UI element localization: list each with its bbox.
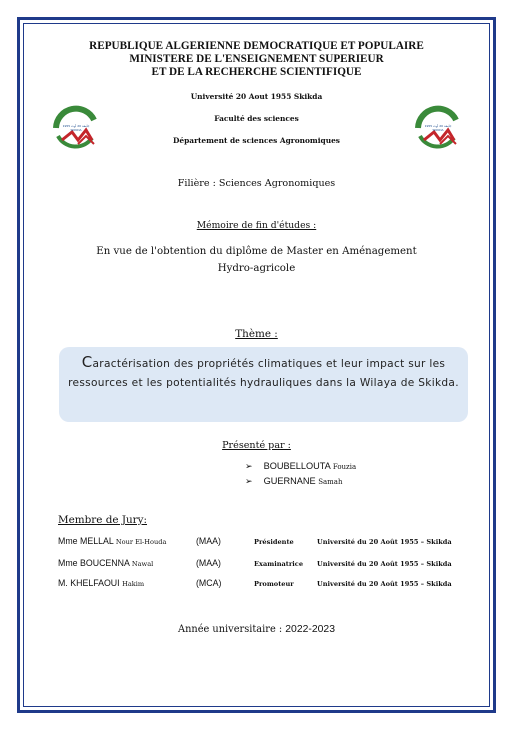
jury-given-name: Nour El-Houda <box>115 538 167 546</box>
jury-surname: MELLAL <box>80 536 114 546</box>
jury-role: Examinatrice <box>254 560 304 568</box>
jury-label: Membre de Jury: <box>58 514 148 526</box>
jury-row <box>58 558 478 570</box>
jury-row <box>58 536 478 548</box>
department-name: Département de sciences Agronomiques <box>173 136 340 145</box>
jury-university: Université du 20 Août 1955 – Skikda <box>317 560 452 568</box>
academic-year: 2022-2023 <box>285 624 335 635</box>
jury-role: Promoteur <box>254 580 294 588</box>
jury-row <box>58 578 478 590</box>
faculty-name: Faculté des sciences <box>214 114 299 123</box>
jury-given-name: Hakim <box>122 580 145 588</box>
jury-university: Université du 20 Août 1955 – Skikda <box>317 580 452 588</box>
presented-by-label: Présenté par : <box>222 440 291 451</box>
academic-year-label: Année universitaire : <box>178 624 283 635</box>
arrow-bullet-icon: ➢ <box>245 476 253 486</box>
theme-title: Caractérisation des propriétés climatiques et leur impact sur les ressources et les potentialités hydrauliques dans la Wilaya de Skikda. <box>59 347 468 422</box>
purpose-line-1: En vue de l'obtention du diplôme de Master en Aménagement <box>96 246 417 257</box>
author-surname: GUERNANE <box>263 476 316 486</box>
jury-title: Mme <box>58 558 78 568</box>
author-item <box>245 476 343 487</box>
author-surname: BOUBELLOUTA <box>263 461 331 471</box>
logo-caption-line-1: جامعة 20 أوت 1955 <box>424 124 452 128</box>
logo-caption-line-2: SKIKDA <box>70 128 82 132</box>
jury-grade: (MAA) <box>196 536 221 546</box>
author-given-name: Fouzia <box>332 463 357 471</box>
author-item <box>245 461 356 472</box>
jury-role: Présidente <box>254 538 294 546</box>
jury-grade: (MCA) <box>196 578 222 588</box>
filiere: Filière : Sciences Agronomiques <box>177 178 336 189</box>
logo-caption-line-2: SKIKDA <box>432 128 444 132</box>
purpose-line-2: Hydro-agricole <box>217 263 296 274</box>
logo-caption-line-1: جامعة 20 أوت 1955 <box>62 124 90 128</box>
jury-surname: KHELFAOUI <box>70 578 120 588</box>
jury-given-name: Nawal <box>131 560 154 568</box>
jury-university: Université du 20 Août 1955 – Skikda <box>317 538 452 546</box>
university-logo-left <box>48 100 102 156</box>
university-logo-right <box>410 100 464 156</box>
academic-year-line <box>0 624 513 635</box>
jury-title: M. <box>58 578 68 588</box>
republic-header <box>0 40 513 79</box>
jury-grade: (MAA) <box>196 558 221 568</box>
jury-surname: BOUCENNA <box>80 558 130 568</box>
theme-label: Thème : <box>235 328 278 340</box>
degree-purpose <box>0 243 513 277</box>
header-line-2: MINISTERE DE L'ENSEIGNEMENT SUPERIEUR <box>129 53 384 65</box>
arrow-bullet-icon: ➢ <box>245 461 253 471</box>
author-given-name: Samah <box>318 478 343 486</box>
header-line-3: ET DE LA RECHERCHE SCIENTIFIQUE <box>151 66 362 78</box>
memoire-label: Mémoire de fin d'études : <box>196 220 317 231</box>
jury-title: Mme <box>58 536 78 546</box>
header-line-1: REPUBLIQUE ALGERIENNE DEMOCRATIQUE ET POPULAIRE <box>89 40 424 52</box>
university-name: Université 20 Aout 1955 Skikda <box>190 92 323 101</box>
